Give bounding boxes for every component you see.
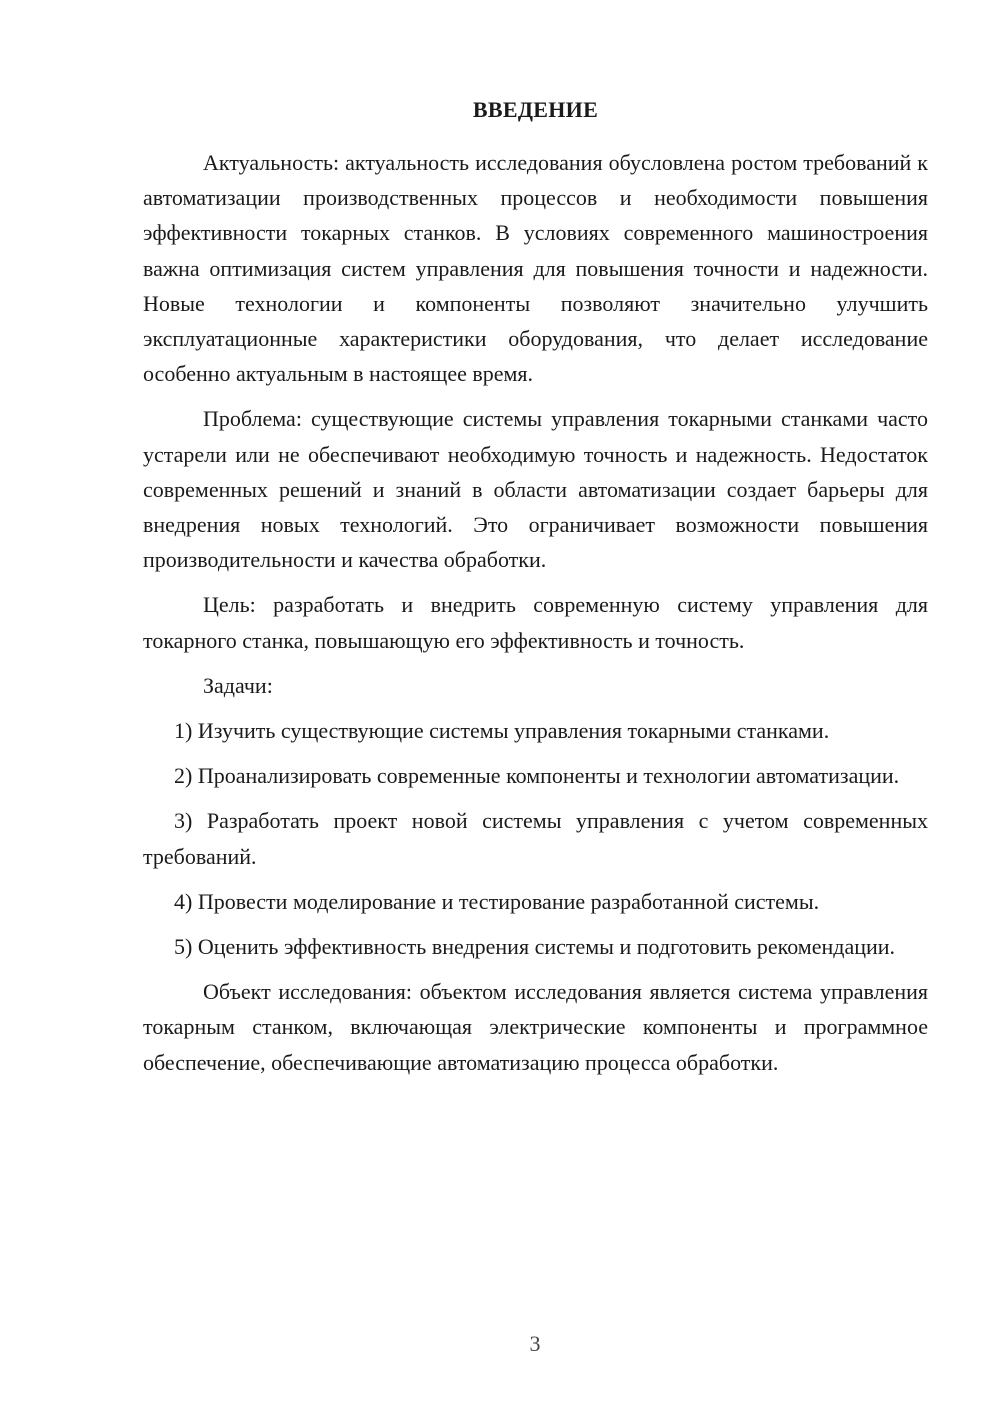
page-content xyxy=(143,92,928,1090)
page-number: 3 xyxy=(529,1331,541,1356)
task-item-3: 3) Разработать проект новой системы управления с учетом современных требований. xyxy=(143,808,928,869)
paragraph-tasks-heading: Задачи: xyxy=(203,672,273,698)
task-item-5: 5) Оценить эффективность внедрения системы и подготовить рекомендации. xyxy=(174,934,896,960)
paragraph-relevance: Актуальность: актуальность исследования обусловлена ростом требований к автоматизации производственных процессов и необходимости повышения эффективности токарных станков. В условиях современного машиностроения важна оптимизация систем управления для повышения точности и надежности. Новые технологии и компоненты позволяют значительно улучшить эксплуатационные характеристики оборудования, что делает исследование особенно актуальным в настоящее время. xyxy=(143,150,928,387)
task-item-1: 1) Изучить существующие системы управления токарными станками. xyxy=(174,718,830,744)
paragraph-object: Объект исследования: объектом исследования является система управления токарным станком, включающая электрические компоненты и программное обеспечение, обеспечивающие автоматизацию процесса обработки. xyxy=(143,979,928,1075)
task-item-4: 4) Провести моделирование и тестирование разработанной системы. xyxy=(174,888,820,914)
task-item-2: 2) Проанализировать современные компоненты и технологии автоматизации. xyxy=(174,763,900,789)
section-title: ВВЕДЕНИЕ xyxy=(472,97,599,122)
paragraph-goal: Цель: разработать и внедрить современную систему управления для токарного станка, повышающую его эффективность и точность. xyxy=(143,592,928,653)
paragraph-problem: Проблема: существующие системы управления токарными станками часто устарели или не обеспечивают необходимую точность и надежность. Недостаток современных решений и знаний в области автоматизации создает барьеры для внедрения новых технологий. Это ограничивает возможности повышения производительности и качества обработки. xyxy=(143,406,928,573)
